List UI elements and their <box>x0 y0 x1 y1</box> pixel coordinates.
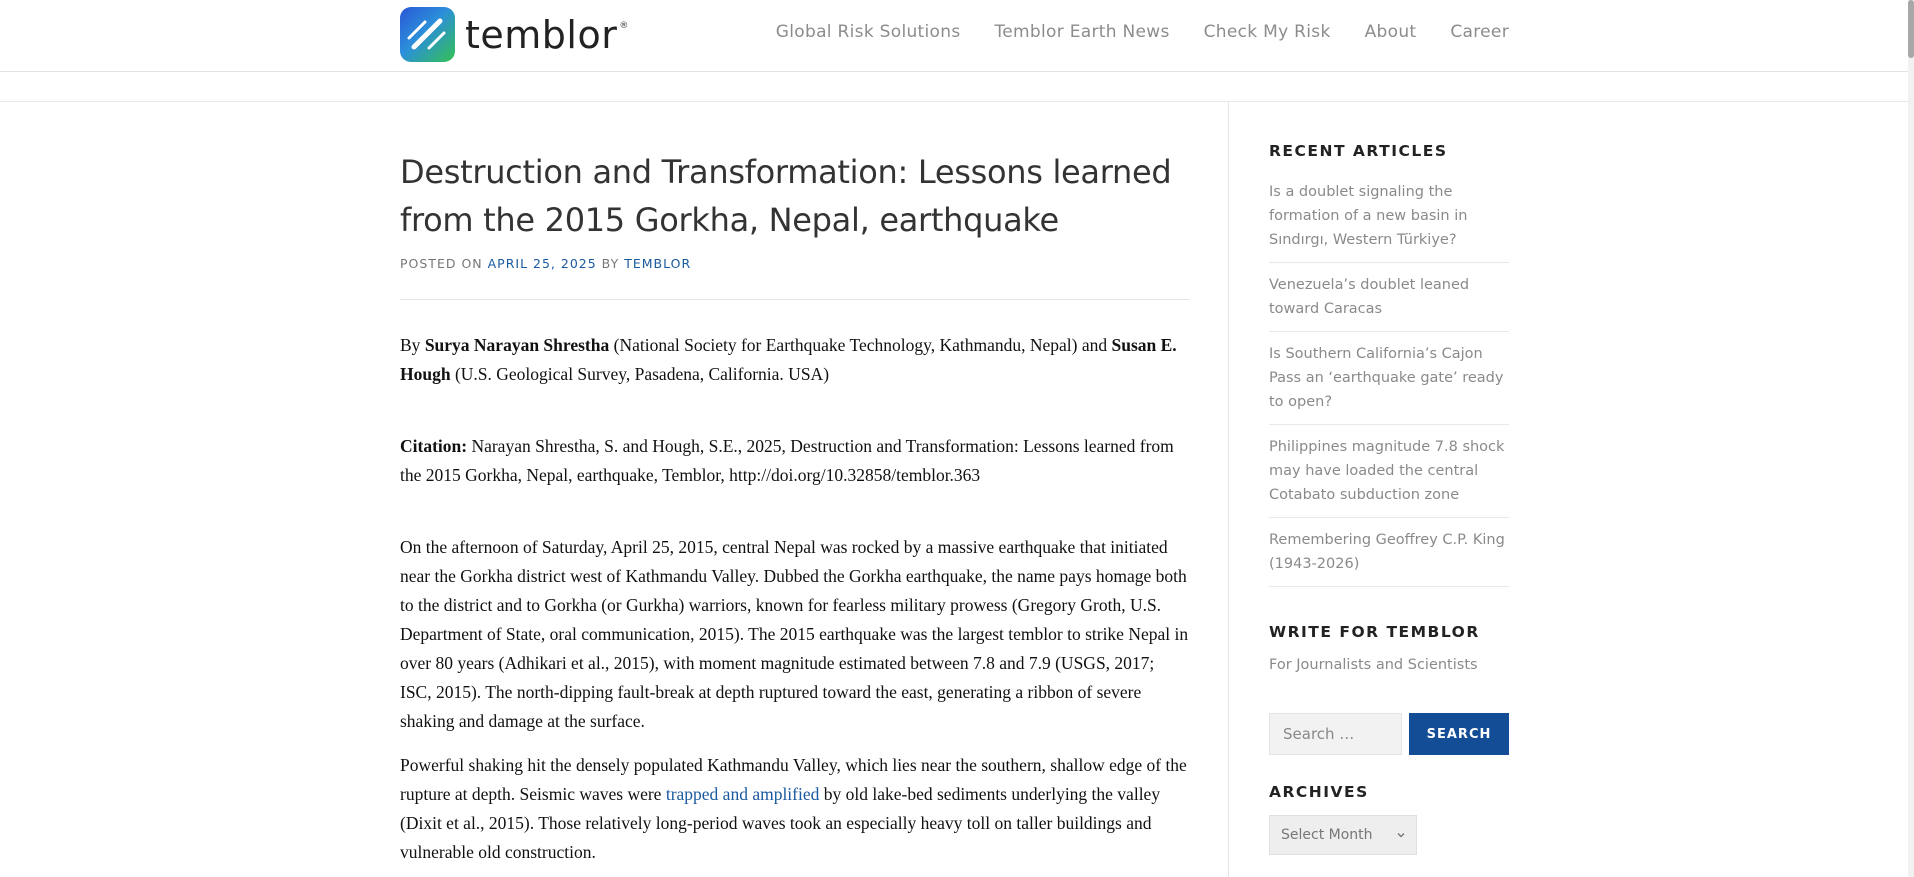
search-input[interactable] <box>1269 713 1402 755</box>
recent-article-link[interactable]: Venezuela’s doublet leaned toward Caracas <box>1269 277 1470 317</box>
body-paragraph-2: Powerful shaking hit the densely populated Kathmandu Valley, which lies near the southern, shallow edge of the rupture at depth. Seismic waves were trapped and amplified by old lake-bed sediments underlying the valley (Dixit et al., 2015). Those relatively long-period waves took an especially heavy toll on taller buildings and vulnerable old construction. <box>400 755 1187 862</box>
body-paragraph-1: On the afternoon of Saturday, April 25, 2015, central Nepal was rocked by a massive earthquake that initiated near the Gorkha district west of Kathmandu Valley. Dubbed the Gorkha earthquake, the name pays homage both to the district and to Gorkha (or Gurkha) warriors, known for fearless military prowess (Gregory Groth, U.S. Department of State, oral communication, 2015). The 2015 earthquake was the largest temblor to strike Nepal in over 80 years (Adhikari et al., 2015), with moment magnitude estimated between 7.8 and 7.9 (USGS, 2017; ISC, 2015). The north-dipping fault-break at depth ruptured toward the east, generating a ribbon of severe shaking and damage at the surface. <box>400 537 1189 731</box>
logo-wordmark: temblor ® <box>465 12 629 57</box>
page-scrollbar[interactable] <box>1908 0 1914 877</box>
recent-articles-list <box>1269 180 1509 587</box>
list-item <box>1269 342 1509 425</box>
article-meta <box>400 256 1190 271</box>
sidebar-divider <box>1228 102 1229 877</box>
list-item <box>1269 273 1509 332</box>
recent-article-link[interactable]: Philippines magnitude 7.8 shock may have loaded the central Cotabato subduction zone <box>1269 439 1505 503</box>
archives-select[interactable] <box>1269 815 1417 855</box>
citation-label: Citation: <box>400 436 468 456</box>
main-nav <box>776 22 1509 42</box>
article-date-link[interactable]: APRIL 25, 2025 <box>487 256 597 271</box>
temblor-logo-icon <box>400 7 455 62</box>
article-title: Destruction and Transformation: Lessons learned from the 2015 Gorkha, Nepal, earthquake <box>400 153 1172 239</box>
list-item <box>1269 528 1509 587</box>
recent-article-link[interactable]: Remembering Geoffrey C.P. King (1943-2026) <box>1269 532 1505 572</box>
search-button[interactable]: SEARCH <box>1409 713 1509 755</box>
by-label: BY <box>601 256 620 271</box>
recent-article-link[interactable]: Is Southern California’s Cajon Pass an ‘earthquake gate’ ready to open? <box>1269 346 1504 410</box>
posted-on-label: POSTED ON <box>400 256 483 271</box>
write-for-temblor-title: WRITE FOR TEMBLOR <box>1269 623 1480 641</box>
archives-title: ARCHIVES <box>1269 783 1369 801</box>
byline-paragraph: By Surya Narayan Shrestha (National Society for Earthquake Technology, Kathmandu, Nepal) and Susan E. Hough (U.S. Geological Survey, Pasadena, California. USA) <box>400 335 1177 384</box>
sidebar <box>1269 142 1509 855</box>
list-item <box>1269 180 1509 263</box>
search-form <box>1269 713 1509 755</box>
nav-temblor-earth-news[interactable]: Temblor Earth News <box>994 22 1170 42</box>
nav-check-my-risk[interactable]: Check My Risk <box>1203 22 1331 42</box>
recent-articles-title: RECENT ARTICLES <box>1269 142 1448 160</box>
nav-about[interactable]: About <box>1364 22 1417 42</box>
nav-global-risk-solutions[interactable]: Global Risk Solutions <box>775 22 961 42</box>
chevron-down-icon <box>1396 830 1406 840</box>
nav-career[interactable]: Career <box>1450 22 1509 42</box>
site-logo[interactable] <box>400 7 629 62</box>
header-subbar <box>0 72 1914 102</box>
trapped-and-amplified-link[interactable]: trapped and amplified <box>665 784 820 804</box>
author-2: Susan E. Hough <box>400 335 1177 384</box>
archives-select-value: Select Month <box>1281 827 1373 843</box>
article <box>400 148 1190 867</box>
article-author-link[interactable]: TEMBLOR <box>624 256 692 271</box>
site-header <box>0 0 1914 72</box>
article-content <box>400 331 1190 867</box>
list-item <box>1269 435 1509 518</box>
recent-article-link[interactable]: Is a doublet signaling the formation of a new basin in Sındırgı, Western Türkiye? <box>1269 184 1468 248</box>
meta-divider <box>400 299 1190 300</box>
write-for-temblor-link[interactable]: For Journalists and Scientists <box>1269 657 1478 673</box>
author-1: Surya Narayan Shrestha <box>424 335 610 355</box>
scrollbar-thumb[interactable] <box>1908 0 1914 58</box>
citation-paragraph: Citation: Narayan Shrestha, S. and Hough, S.E., 2025, Destruction and Transformation: Lessons learned from the 2015 Gorkha, Nepal, earthquake, Temblor, http://doi.org/10.32858/temblor.363 <box>400 436 1174 485</box>
